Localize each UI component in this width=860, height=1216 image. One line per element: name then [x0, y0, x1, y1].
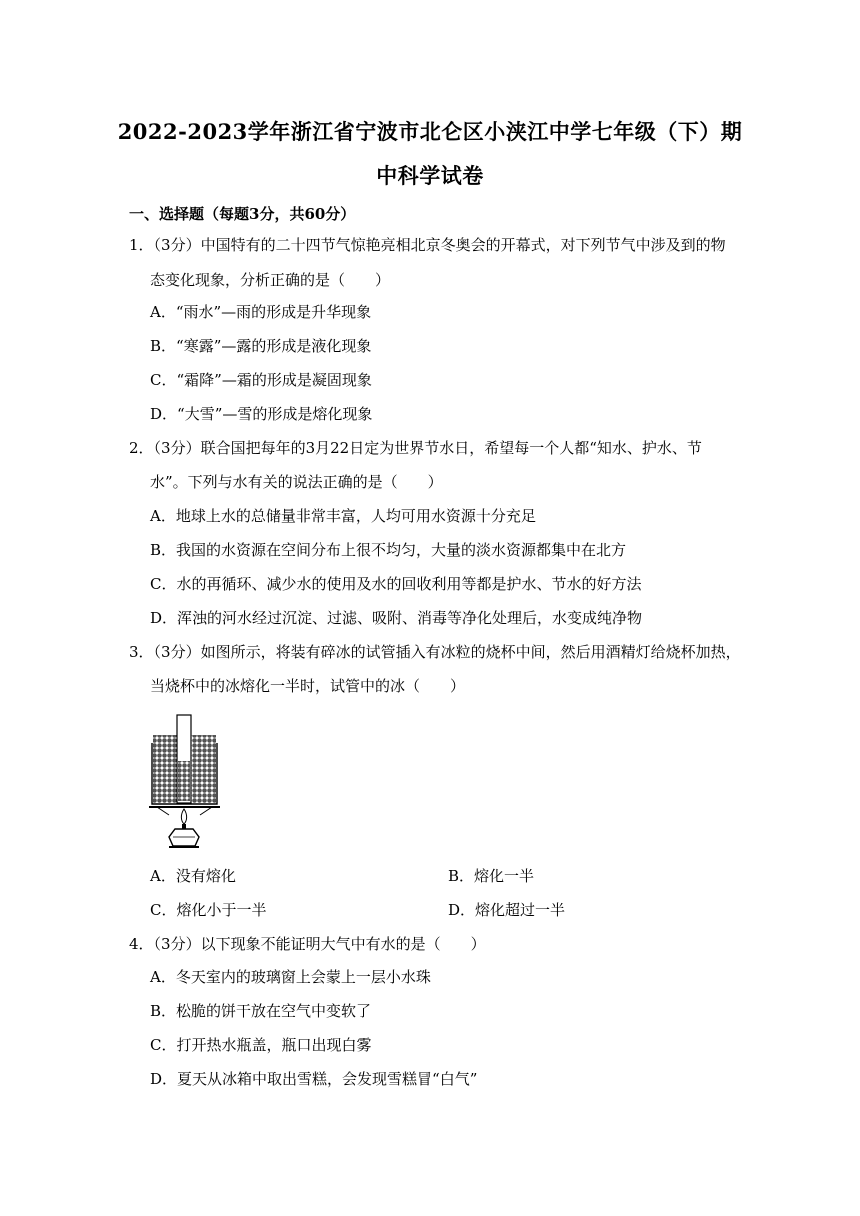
q3-option-a: A．没有熔化 — [150, 867, 236, 885]
page-title-line-2: 中科学试卷 — [376, 163, 484, 188]
q4-option-a: A．冬天室内的玻璃窗上会蒙上一层小水珠 — [150, 968, 431, 986]
q1-option-a: A．“雨水”—雨的形成是升华现象 — [150, 303, 372, 321]
q2-option-c: C．水的再循环、减少水的使用及水的回收利用等都是护水、节水的好方法 — [150, 575, 642, 593]
q3-option-d: D．熔化超过一半 — [448, 901, 566, 919]
q2-option-b: B．我国的水资源在空间分布上很不均匀，大量的淡水资源都集中在北方 — [150, 541, 627, 559]
q1-stem-line-1: 1．（3分）中国特有的二十四节气惊艳亮相北京冬奥会的开幕式，对下列节气中涉及到的物 — [129, 236, 726, 254]
q4-option-c: C．打开热水瓶盖，瓶口出现白雾 — [150, 1036, 372, 1054]
q3-option-c: C．熔化小于一半 — [150, 901, 267, 919]
q3-stem-line-1: 3．（3分）如图所示，将装有碎冰的试管插入有冰粒的烧杯中间，然后用酒精灯给烧杯加热， — [129, 643, 741, 661]
q3-stem-line-2: 当烧杯中的冰熔化一半时，试管中的冰（ ） — [150, 677, 466, 695]
q4-stem-line-1: 4．（3分）以下现象不能证明大气中有水的是（ ） — [129, 935, 486, 953]
q2-stem-line-2: 水”。下列与水有关的说法正确的是（ ） — [150, 473, 443, 491]
q2-stem-line-1: 2．（3分）联合国把每年的3月22日定为世界节水日，希望每一个人都“知水、护水、节 — [129, 439, 702, 457]
q1-option-d: D．“大雪”—雪的形成是熔化现象 — [150, 405, 373, 423]
q1-option-c: C．“霜降”—霜的形成是凝固现象 — [150, 371, 372, 389]
q1-stem-line-2: 态变化现象，分析正确的是（ ） — [150, 271, 391, 289]
q3-option-b: B．熔化一半 — [448, 867, 535, 885]
q4-option-b: B．松脆的饼干放在空气中变软了 — [150, 1002, 372, 1020]
q4-option-d: D．夏天从冰箱中取出雪糕，会发现雪糕冒“白气” — [150, 1070, 478, 1088]
q2-option-d: D．浑浊的河水经过沉淀、过滤、吸附、消毒等净化处理后，水变成纯净物 — [150, 609, 643, 627]
page-title-line-1: 2022-2023学年浙江省宁波市北仑区小浃江中学七年级（下）期 — [117, 119, 743, 144]
q1-option-b: B．“寒露”—露的形成是液化现象 — [150, 337, 372, 355]
beaker-test-tube-figure — [147, 713, 222, 849]
section-heading: 一、选择题（每题3分，共60分） — [129, 205, 356, 223]
q2-option-a: A．地球上水的总储量非常丰富，人均可用水资源十分充足 — [150, 507, 536, 525]
